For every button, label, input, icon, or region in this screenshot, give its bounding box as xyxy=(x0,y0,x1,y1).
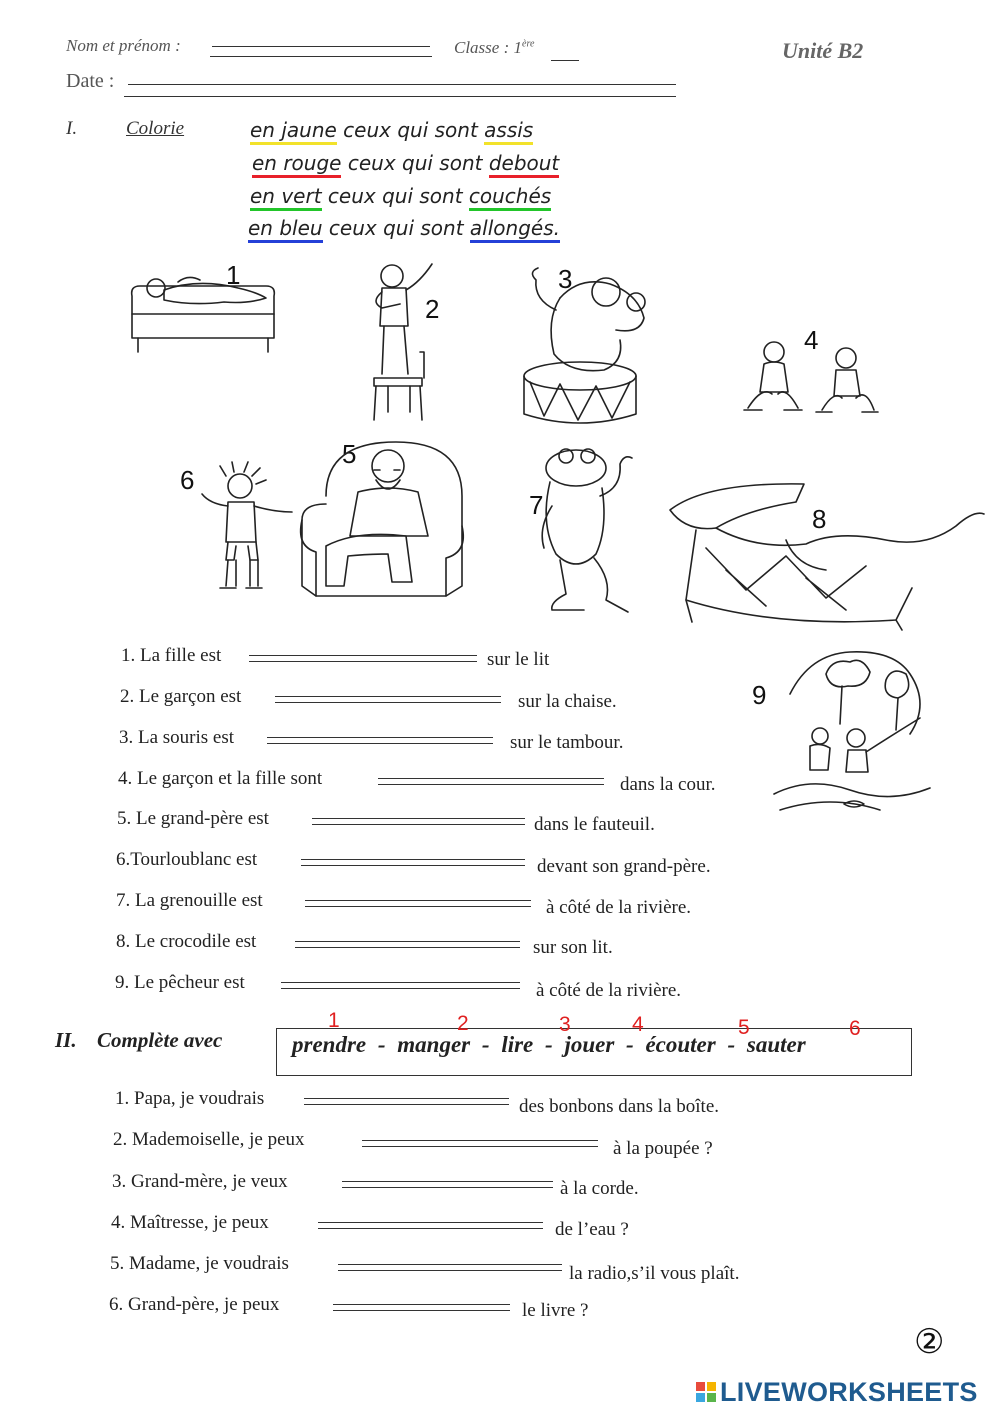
verb-number-2: 2 xyxy=(457,1012,469,1035)
date-label: Date : xyxy=(66,70,115,92)
section1-numeral: I. xyxy=(66,118,78,139)
s1-answer-9[interactable] xyxy=(281,982,520,989)
s1-answer-8[interactable] xyxy=(295,941,520,948)
s1-sentence-7-end: à côté de la rivière. xyxy=(546,897,692,918)
section1-title: Colorie xyxy=(126,118,185,139)
s2-answer-5[interactable] xyxy=(338,1264,562,1271)
s1-sentence-2-start: 2. Le garçon est xyxy=(120,686,242,707)
s1-answer-7[interactable] xyxy=(305,900,531,907)
s2-sentence-1-start: 1. Papa, je voudrais xyxy=(115,1088,265,1109)
picture-label-9: 9 xyxy=(752,680,767,710)
verb-list: prendre - manger - lire - jouer - écouter - sauter xyxy=(292,1032,806,1057)
verb-1: prendre xyxy=(292,1032,367,1057)
s1-sentence-3-start: 3. La souris est xyxy=(119,727,235,748)
boy-standing-on-chair-image xyxy=(360,256,440,426)
s2-sentence-3-end: à la corde. xyxy=(560,1178,639,1199)
date-line-upper xyxy=(128,84,676,85)
s2-sentence-4-start: 4. Maîtresse, je peux xyxy=(111,1212,269,1233)
s1-sentence-7-start: 7. La grenouille est xyxy=(116,890,263,911)
picture-label-3: 3 xyxy=(558,264,573,294)
name-line xyxy=(210,56,432,57)
s2-sentence-3-start: 3. Grand-mère, je veux xyxy=(112,1171,288,1192)
s2-sentence-5-end: la radio,s’il vous plaît. xyxy=(569,1263,740,1284)
s1-answer-2[interactable] xyxy=(275,696,501,703)
s2-sentence-4-end: de l’eau ? xyxy=(555,1219,629,1240)
fisherman-scene-image xyxy=(770,644,932,820)
verb-number-4: 4 xyxy=(632,1013,644,1036)
section2-numeral: II. xyxy=(55,1028,77,1052)
s1-sentence-6-end: devant son grand-père. xyxy=(537,856,711,877)
instruction-line-2: en rouge ceux qui sont debout xyxy=(252,151,559,175)
instruction-line-4: en bleu ceux qui sont allongés. xyxy=(248,216,560,240)
s1-sentence-4-start: 4. Le garçon et la fille sont xyxy=(118,768,323,789)
s2-sentence-6-end: le livre ? xyxy=(522,1300,589,1321)
verb-number-5: 5 xyxy=(738,1016,750,1039)
liveworksheets-logo xyxy=(696,1377,978,1407)
unit-label: Unité B2 xyxy=(782,38,864,63)
s1-sentence-8-end: sur son lit. xyxy=(533,937,613,958)
verb-number-6: 6 xyxy=(849,1017,861,1040)
date-line xyxy=(124,96,676,97)
picture-label-6: 6 xyxy=(180,465,195,495)
name-line-upper xyxy=(212,46,430,47)
picture-label-7: 7 xyxy=(529,490,544,520)
picture-label-2: 2 xyxy=(425,294,440,324)
crocodile-lying-in-bed-image xyxy=(666,470,986,630)
picture-label-5: 5 xyxy=(342,439,357,469)
s1-sentence-1-start: 1. La fille est xyxy=(121,645,222,666)
boy-standing-image xyxy=(204,464,296,600)
s2-sentence-5-start: 5. Madame, je voudrais xyxy=(110,1253,289,1274)
name-label: Nom et prénom : xyxy=(66,36,181,55)
class-line xyxy=(551,60,579,61)
s1-sentence-9-start: 9. Le pêcheur est xyxy=(115,972,245,993)
class-label: Classe : 1ère xyxy=(454,38,535,57)
s2-answer-1[interactable] xyxy=(304,1098,509,1105)
s1-sentence-1-end: sur le lit xyxy=(487,649,550,670)
s1-sentence-3-end: sur le tambour. xyxy=(510,732,624,753)
instruction-line-3: en vert ceux qui sont couchés xyxy=(250,184,551,208)
s2-answer-6[interactable] xyxy=(333,1304,510,1311)
s1-answer-5[interactable] xyxy=(312,818,525,825)
page-number-mark: ② xyxy=(914,1322,945,1362)
verb-3: lire xyxy=(501,1032,534,1057)
verb-5: écouter xyxy=(645,1032,716,1057)
s1-answer-3[interactable] xyxy=(267,737,493,744)
s1-sentence-8-start: 8. Le crocodile est xyxy=(116,931,257,952)
s2-answer-3[interactable] xyxy=(342,1181,553,1188)
s1-sentence-5-start: 5. Le grand-père est xyxy=(117,808,269,829)
s2-answer-2[interactable] xyxy=(362,1140,598,1147)
s1-sentence-6-start: 6.Tourloublanc est xyxy=(116,849,258,870)
s2-answer-4[interactable] xyxy=(318,1222,543,1229)
s2-sentence-6-start: 6. Grand-père, je peux xyxy=(109,1294,280,1315)
s1-sentence-2-end: sur la chaise. xyxy=(518,691,617,712)
instruction-line-1: en jaune ceux qui sont assis xyxy=(250,118,533,142)
mouse-sitting-on-drum-image xyxy=(520,270,660,430)
verb-number-3: 3 xyxy=(559,1013,571,1036)
s1-answer-4[interactable] xyxy=(378,778,604,785)
s2-sentence-1-end: des bonbons dans la boîte. xyxy=(519,1096,720,1117)
picture-label-8: 8 xyxy=(812,504,827,534)
s2-sentence-2-start: 2. Mademoiselle, je peux xyxy=(113,1129,305,1150)
s1-answer-6[interactable] xyxy=(301,859,525,866)
s1-answer-1[interactable] xyxy=(249,655,477,662)
grandfather-in-armchair-image xyxy=(296,436,468,604)
s1-sentence-9-end: à côté de la rivière. xyxy=(536,980,682,1001)
s1-sentence-4-end: dans la cour. xyxy=(620,774,716,795)
liveworksheets-brand: LIVEWORKSHEETS xyxy=(720,1376,978,1407)
verb-4: jouer xyxy=(564,1032,615,1057)
frog-standing-image xyxy=(536,444,646,620)
verb-2: manger xyxy=(397,1032,471,1057)
s2-sentence-2-end: à la poupée ? xyxy=(613,1138,713,1159)
picture-label-1: 1 xyxy=(226,260,241,290)
s1-sentence-5-end: dans le fauteuil. xyxy=(534,814,655,835)
person-lying-on-sofa-image xyxy=(128,266,278,358)
liveworksheets-logo-icon xyxy=(696,1382,716,1402)
children-sitting-image xyxy=(742,338,882,420)
section2-title: Complète avec xyxy=(97,1028,223,1052)
verb-6: sauter xyxy=(746,1032,806,1057)
verb-number-1: 1 xyxy=(328,1009,340,1032)
picture-label-4: 4 xyxy=(804,325,819,355)
